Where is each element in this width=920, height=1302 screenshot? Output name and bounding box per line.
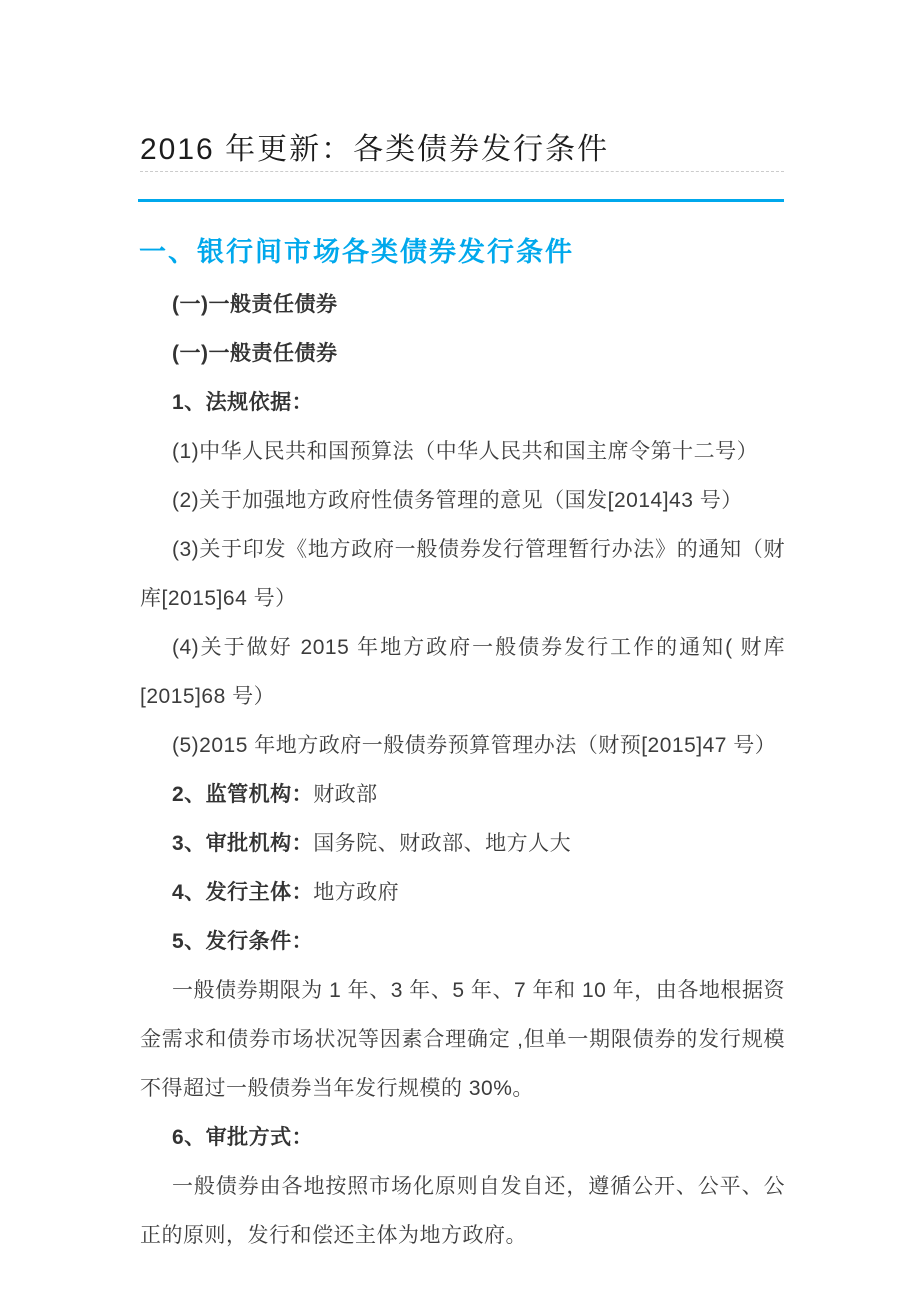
title-divider-dotted [140,171,784,172]
approver-label: 3、审批机构： [172,832,314,855]
regulator-value: 财政部 [313,783,378,806]
paragraph-approval-method-text: 一般债券由各地按照市场化原则自发自还，遵循公开、公平、公正的原则，发行和偿还主体为地方政府。 [140,1175,785,1247]
regulator-label: 2、监管机构： [172,783,314,806]
doc-title: 2016 年更新：各类债券发行条件 [140,133,610,167]
paragraph-regulator [140,770,785,819]
issuer-label: 4、发行主体： [172,881,314,904]
paragraph-approver [140,819,785,868]
paragraph-legal-item-2: (2)关于加强地方政府性债务管理的意见（国发[2014]43 号） [172,489,743,512]
paragraph-legal-item-1: (1)中华人民共和国预算法（中华人民共和国主席令第十二号） [172,440,759,463]
paragraph-legal-item-5: (5)2015 年地方政府一般债券预算管理办法（财预[2015]47 号） [172,734,777,757]
paragraph-issuer [140,868,785,917]
paragraph-legal-item-4: (4)关于做好 2015 年地方政府一般债券发行工作的通知( 财库[2015]68 号） [140,636,785,708]
paragraph-approval-method-heading: 6、审批方式： [172,1126,314,1149]
paragraph-issue-conditions-text: 一般债券期限为 1 年、3 年、5 年、7 年和 10 年，由各地根据资金需求和债券市场状况等因素合理确定 ,但单一期限债券的发行规模不得超过一般债券当年发行规模的 30%。 [140,979,785,1100]
section-heading: 一、银行间市场各类债券发行条件 [139,237,574,268]
paragraph-legal-item-3: (3)关于印发《地方政府一般债券发行管理暂行办法》的通知（财库[2015]64 号） [140,538,785,610]
paragraph-general-bond-heading-1: (一)一般责任债券 [172,293,338,316]
paragraph-general-bond-heading-2: (一)一般责任债券 [172,342,338,365]
doc-body [140,280,785,1260]
approver-value: 国务院、财政部、地方人大 [313,832,572,855]
paragraph-issue-conditions-heading: 5、发行条件： [172,930,314,953]
issuer-value: 地方政府 [313,881,400,904]
paragraph-legal-basis-heading: 1、法规依据： [172,391,314,414]
section-divider-accent [138,199,784,202]
